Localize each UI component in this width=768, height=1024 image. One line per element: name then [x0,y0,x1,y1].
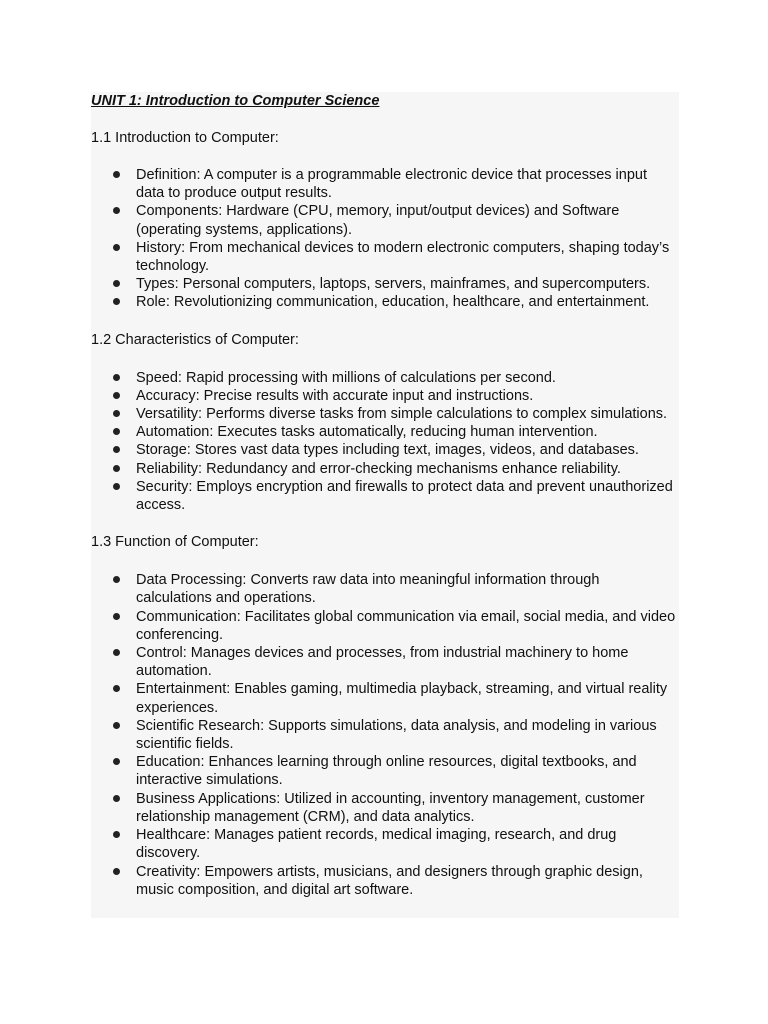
list-item [91,571,679,607]
list-item-text: Components: Hardware (CPU, memory, input/output devices) and Software (operating systems, applications). [136,203,620,238]
bullet-icon [113,207,120,214]
list-item-text: Communication: Facilitates global communication via email, social media, and video conferencing. [136,608,676,643]
unit-title: UNIT 1: Introduction to Computer Science [91,93,380,109]
list-item [91,608,679,644]
list-item-text: Definition: A computer is a programmable electronic device that processes input data to produce output results. [136,167,647,202]
section-heading-1-1: 1.1 Introduction to Computer: [91,130,279,146]
bullet-icon [113,298,120,305]
list-item [91,863,679,899]
list-item-text: Control: Manages devices and processes, from industrial machinery to home automation. [136,645,629,680]
list-item [91,717,679,753]
list-item-text: Entertainment: Enables gaming, multimedia playback, streaming, and virtual reality experiences. [136,681,668,716]
list-item [91,202,679,238]
bullet-icon [113,831,120,838]
list-item [91,826,679,862]
bullet-icon [113,483,120,490]
list-item-text: Business Applications: Utilized in accounting, inventory management, customer relationship management (CRM), and data analytics. [136,790,645,825]
bullet-icon [113,410,120,417]
list-item-text: Scientific Research: Supports simulations, data analysis, and modeling in various scientific fields. [136,717,657,753]
bullet-list-1-1 [91,166,679,312]
list-item [91,753,679,789]
list-item [91,478,679,514]
bullet-icon [113,758,120,765]
bullet-icon [113,795,120,802]
bullet-icon [113,576,120,583]
list-item [91,387,679,405]
bullet-icon [113,685,120,692]
list-item [91,423,679,441]
list-item [91,460,679,478]
list-item [91,166,679,202]
bullet-icon [113,446,120,453]
list-item [91,680,679,716]
list-item [91,239,679,275]
bullet-icon [113,244,120,251]
bullet-icon [113,171,120,178]
list-item [91,293,679,311]
list-item [91,405,679,423]
list-item [91,790,679,826]
list-item-text: Speed: Rapid processing with millions of calculations per second. [136,369,556,386]
bullet-icon [113,428,120,435]
bullet-icon [113,868,120,875]
list-item-text: Versatility: Performs diverse tasks from simple calculations to complex simulations. [136,406,668,423]
list-item-text: Types: Personal computers, laptops, servers, mainframes, and supercomputers. [136,276,651,293]
bullet-icon [113,613,120,620]
list-item [91,369,679,387]
section-heading-1-2: 1.2 Characteristics of Computer: [91,331,299,348]
list-item-text: Security: Employs encryption and firewalls to protect data and prevent unauthorized access. [136,478,673,514]
list-item-text: Healthcare: Manages patient records, medical imaging, research, and drug discovery. [136,827,617,862]
list-item-text: Accuracy: Precise results with accurate input and instructions. [136,387,534,404]
bullet-icon [113,649,120,656]
list-item-text: Automation: Executes tasks automatically, reducing human intervention. [136,424,598,441]
bullet-icon [113,465,120,472]
list-item-text: Education: Enhances learning through online resources, digital textbooks, and interactive simulations. [136,754,637,789]
bullet-icon [113,722,120,729]
bullet-icon [113,374,120,381]
list-item-text: Data Processing: Converts raw data into meaningful information through calculations and operations. [136,572,600,607]
list-item [91,441,679,459]
list-item-text: History: From mechanical devices to modern electronic computers, shaping today’s technology. [136,239,670,275]
list-item-text: Reliability: Redundancy and error-checking mechanisms enhance reliability. [136,460,621,477]
document-content [91,92,679,899]
bullet-icon [113,280,120,287]
section-heading-1-3: 1.3 Function of Computer: [91,534,259,551]
bullet-list-1-2 [91,369,679,515]
bullet-list-1-3 [91,571,679,899]
list-item-text: Creativity: Empowers artists, musicians, and designers through graphic design, music composition, and digital art software. [136,863,643,898]
list-item-text: Storage: Stores vast data types including text, images, videos, and databases. [136,442,639,459]
bullet-icon [113,392,120,399]
list-item-text: Role: Revolutionizing communication, education, healthcare, and entertainment. [136,294,650,311]
list-item [91,644,679,680]
list-item [91,275,679,293]
